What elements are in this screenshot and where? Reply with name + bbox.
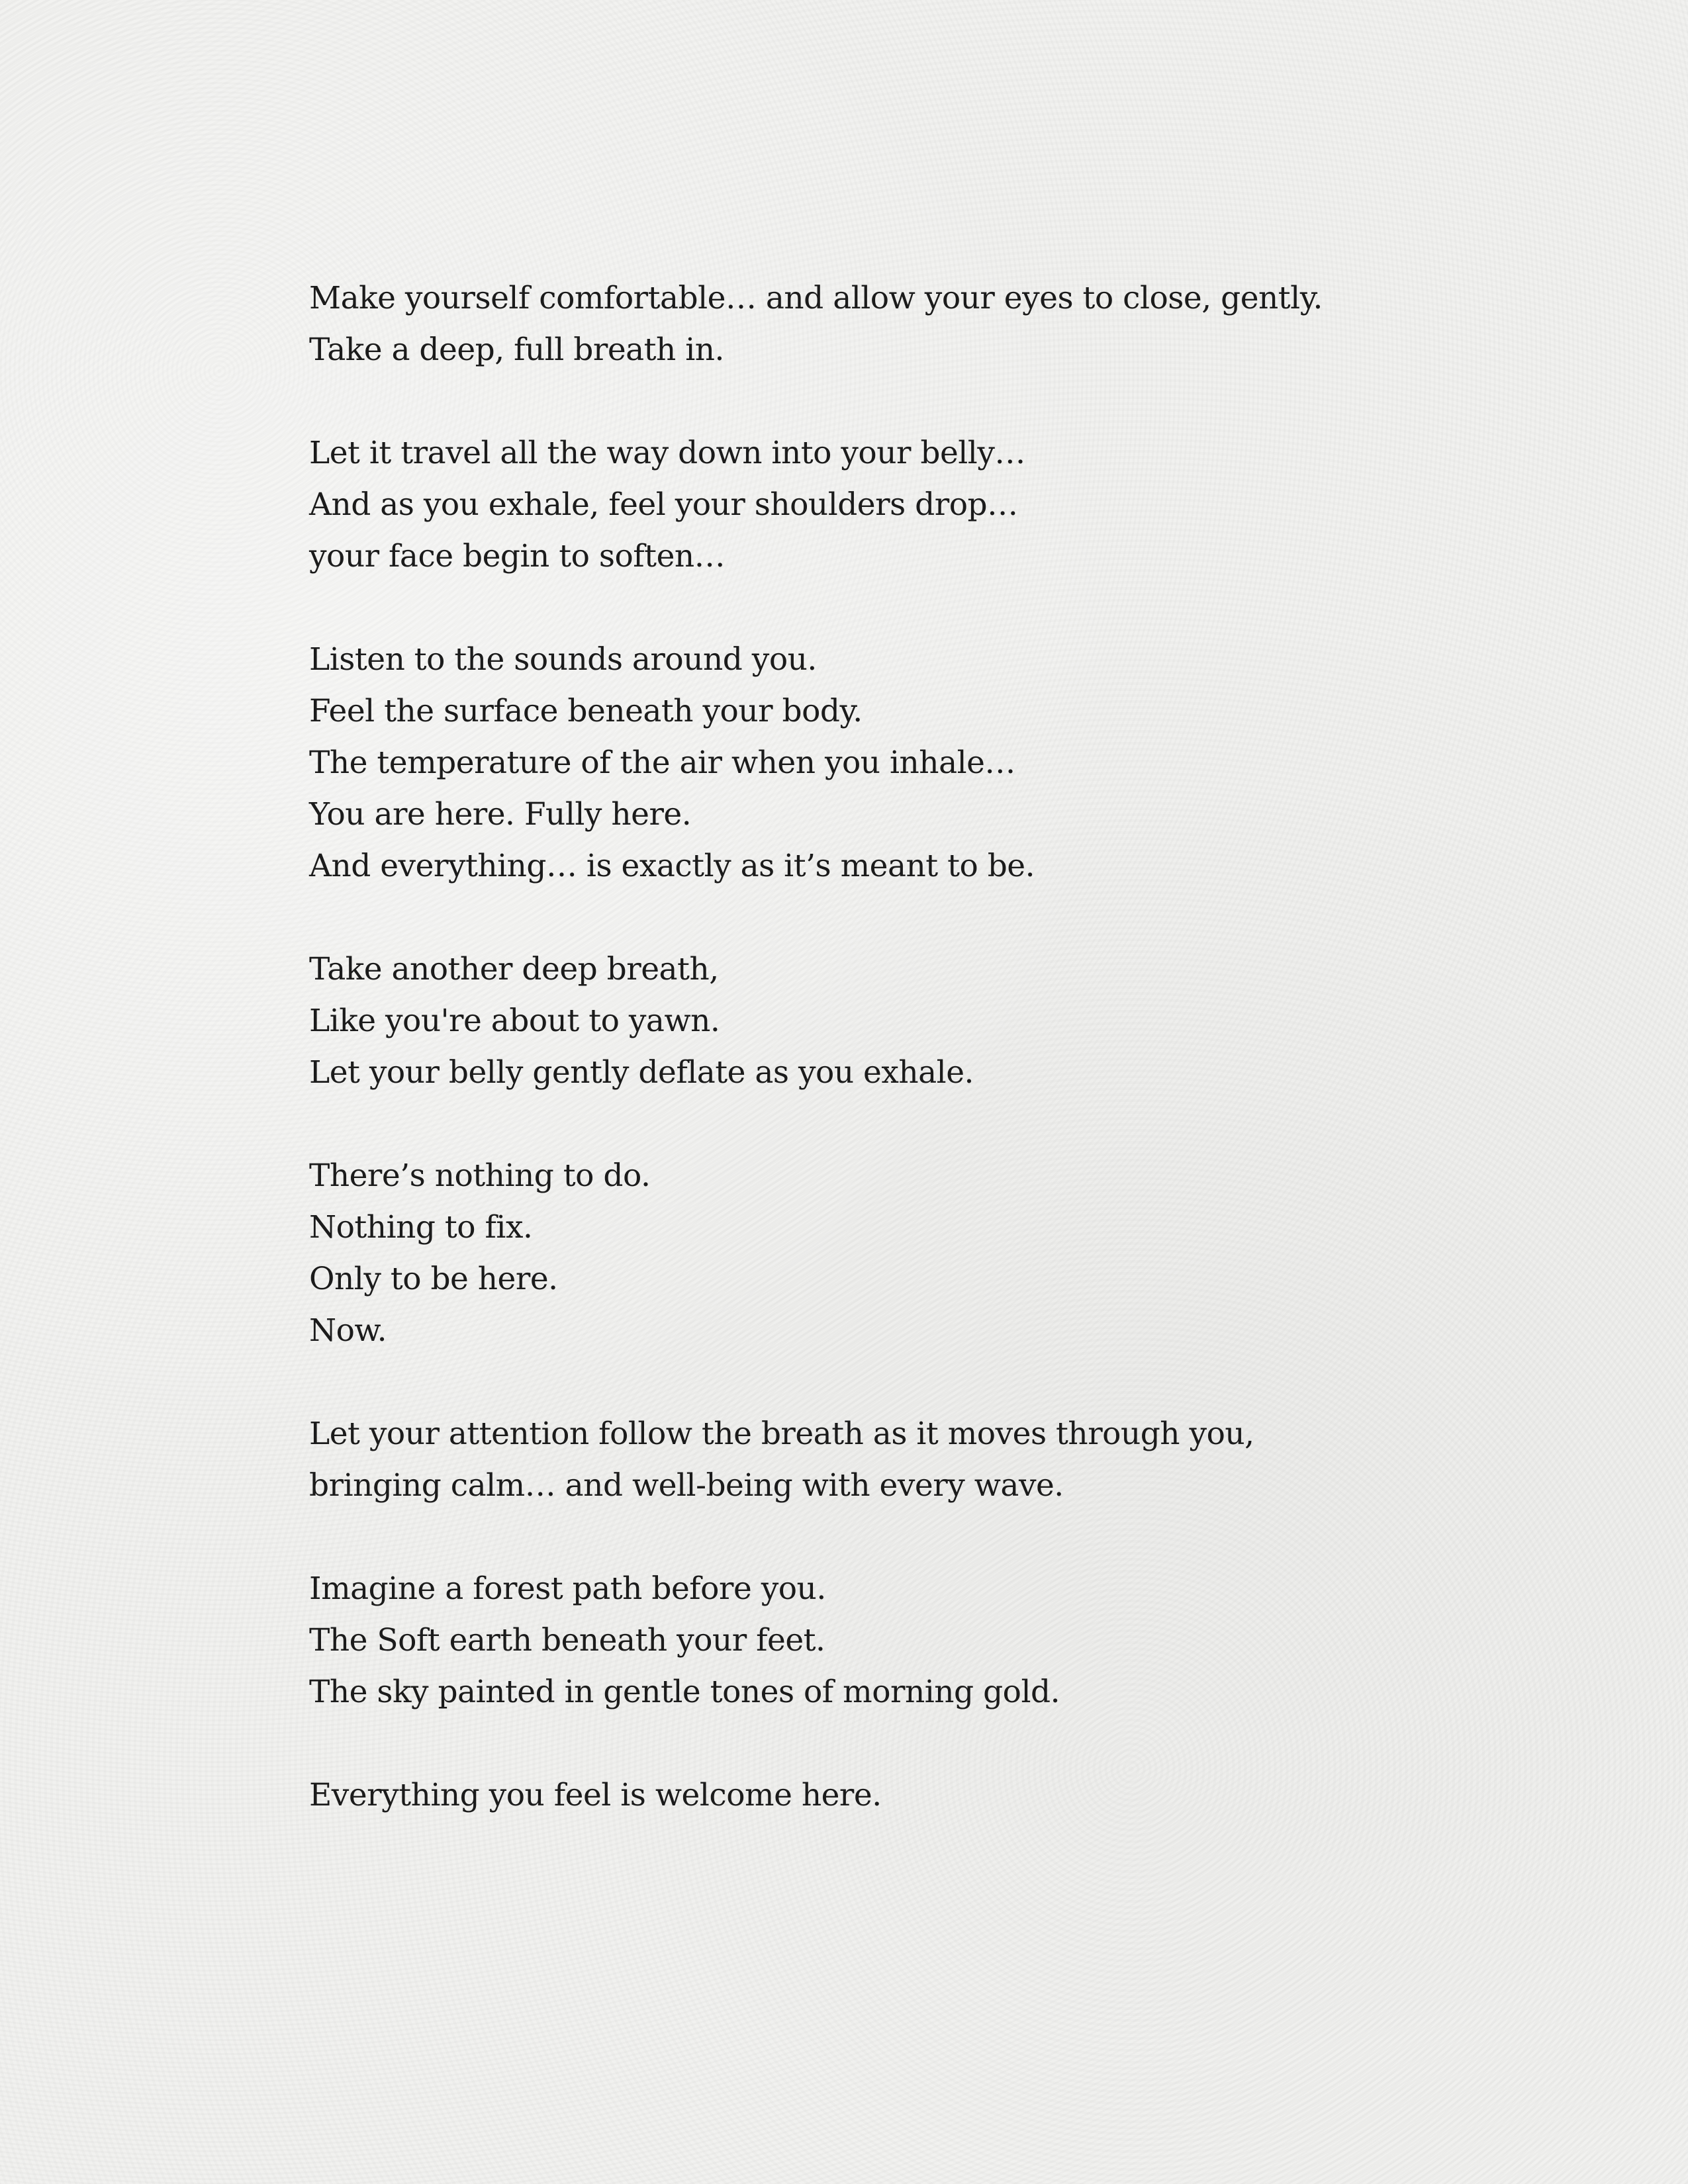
text-line: bringing calm… and well-being with every wave.	[309, 1467, 1064, 1504]
text-line: And as you exhale, feel your shoulders drop…	[309, 486, 1018, 523]
stanza	[309, 428, 1567, 582]
text-line: Make yourself comfortable… and allow your eyes to close, gently.	[309, 280, 1323, 316]
text-line: You are here. Fully here.	[309, 796, 692, 833]
stanza	[309, 1408, 1567, 1512]
text-line: And everything… is exactly as it’s meant to be.	[309, 848, 1035, 884]
stanza	[309, 1150, 1567, 1357]
text-line: The temperature of the air when you inhale…	[309, 745, 1015, 781]
text-line: Nothing to fix.	[309, 1209, 533, 1246]
stanza	[309, 1563, 1567, 1718]
stanza	[309, 1770, 1567, 1821]
text-line: Take another deep breath,	[309, 951, 719, 987]
text-line: Listen to the sounds around you.	[309, 641, 817, 678]
text-line: Let it travel all the way down into your belly…	[309, 435, 1025, 471]
stanza	[309, 944, 1567, 1099]
text-line: Everything you feel is welcome here.	[309, 1777, 882, 1813]
meditation-text	[309, 273, 1567, 1873]
text-line: The Soft earth beneath your feet.	[309, 1622, 825, 1659]
text-line: Now.	[309, 1312, 387, 1349]
text-line: Take a deep, full breath in.	[309, 332, 724, 368]
text-line: Only to be here.	[309, 1261, 558, 1297]
text-line: your face begin to soften…	[309, 538, 726, 574]
text-line: The sky painted in gentle tones of morning gold.	[309, 1674, 1060, 1710]
text-line: Let your belly gently deflate as you exhale.	[309, 1054, 974, 1091]
stanza	[309, 273, 1567, 376]
text-line: There’s nothing to do.	[309, 1158, 651, 1194]
text-line: Feel the surface beneath your body.	[309, 693, 863, 729]
text-line: Let your attention follow the breath as it moves through you,	[309, 1416, 1254, 1452]
text-line: Imagine a forest path before you.	[309, 1570, 826, 1607]
stanza	[309, 634, 1567, 892]
text-line: Like you're about to yawn.	[309, 1003, 720, 1039]
